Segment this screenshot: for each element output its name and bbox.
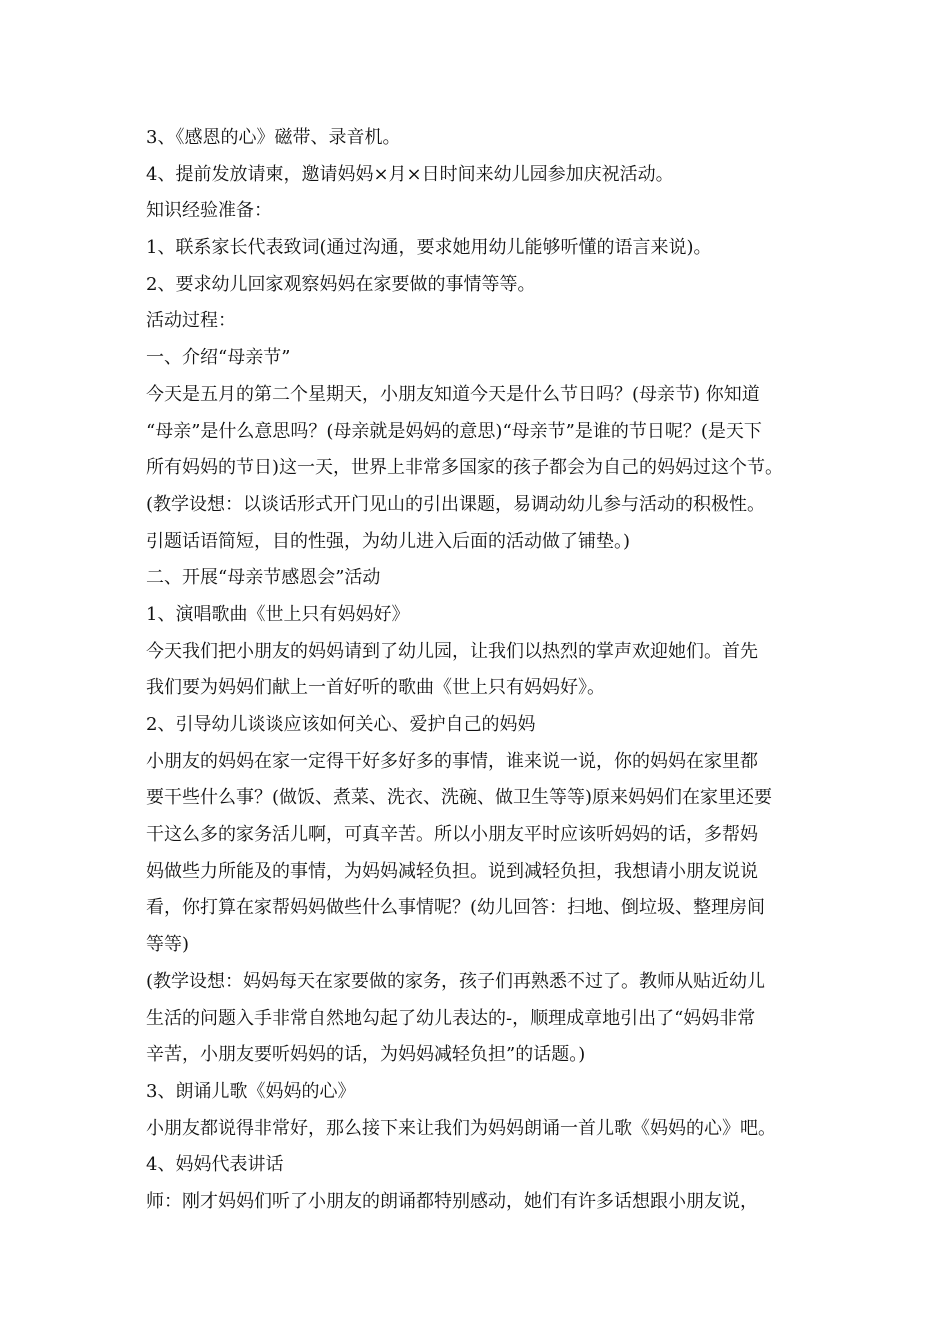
subsection-3-heading: 3、朗诵儿歌《妈妈的心》 xyxy=(146,1080,356,1102)
paragraph-line: 干这么多的家务活儿啊，可真辛苦。所以小朋友平时应该听妈妈的话，多帮妈 xyxy=(146,824,758,846)
paragraph-line: 等等) xyxy=(146,934,190,956)
paragraph-line: “母亲”是什么意思吗？(母亲就是妈妈的意思)“母亲节”是谁的节日呢？(是天下 xyxy=(146,420,762,442)
activity-process-heading: 活动过程： xyxy=(146,310,236,332)
section-2-heading: 二、开展“母亲节感恩会”活动 xyxy=(146,567,381,589)
paragraph-line: 小朋友的妈妈在家一定得干好多好多的事情，谁来说一说，你的妈妈在家里都 xyxy=(146,750,758,772)
teaching-note-line: 辛苦，小朋友要听妈妈的话，为妈妈减轻负担”的话题。) xyxy=(146,1044,586,1066)
teaching-note-line: 引题话语简短，目的性强，为幼儿进入后面的活动做了铺垫。) xyxy=(146,530,631,552)
paragraph-line: 所有妈妈的节日)这一天，世界上非常多国家的孩子都会为自己的妈妈过这个节。 xyxy=(146,457,784,479)
paragraph-line: 我们要为妈妈们献上一首好听的歌曲《世上只有妈妈好》。 xyxy=(146,677,605,699)
teaching-note-line: (教学设想：以谈话形式开门见山的引出课题，易调动幼儿参与活动的积极性。 xyxy=(146,493,766,515)
paragraph-line: 今天是五月的第二个星期天，小朋友知道今天是什么节日吗？(母亲节) 你知道 xyxy=(146,383,760,405)
paragraph-line: 妈做些力所能及的事情，为妈妈减轻负担。说到减轻负担，我想请小朋友说说 xyxy=(146,860,758,882)
materials-item-4: 4、提前发放请柬，邀请妈妈×月×日时间来幼儿园参加庆祝活动。 xyxy=(146,163,674,185)
section-1-heading: 一、介绍“母亲节” xyxy=(146,347,291,369)
subsection-4-heading: 4、妈妈代表讲话 xyxy=(146,1154,284,1176)
document-body xyxy=(146,120,811,1221)
paragraph-line: 师：刚才妈妈们听了小朋友的朗诵都特别感动，她们有许多话想跟小朋友说， xyxy=(146,1190,758,1212)
paragraph-line: 要干些什么事？(做饭、煮菜、洗衣、洗碗、做卫生等等)原来妈妈们在家里还要 xyxy=(146,787,773,809)
knowledge-prep-heading: 知识经验准备： xyxy=(146,200,272,222)
knowledge-prep-item-1: 1、联系家长代表致词(通过沟通，要求她用幼儿能够听懂的语言来说)。 xyxy=(146,237,712,259)
subsection-1-heading: 1、演唱歌曲《世上只有妈妈好》 xyxy=(146,603,410,625)
paragraph-line: 小朋友都说得非常好，那么接下来让我们为妈妈朗诵一首儿歌《妈妈的心》吧。 xyxy=(146,1117,776,1139)
paragraph-line: 看，你打算在家帮妈妈做些什么事情呢？(幼儿回答：扫地、倒垃圾、整理房间 xyxy=(146,897,766,919)
subsection-2-heading: 2、引导幼儿谈谈应该如何关心、爱护自己的妈妈 xyxy=(146,714,536,735)
paragraph-line: 今天我们把小朋友的妈妈请到了幼儿园，让我们以热烈的掌声欢迎她们。首先 xyxy=(146,640,758,662)
knowledge-prep-item-2: 2、要求幼儿回家观察妈妈在家要做的事情等等。 xyxy=(146,273,536,295)
teaching-note-line: (教学设想：妈妈每天在家要做的家务，孩子们再熟悉不过了。教师从贴近幼儿 xyxy=(146,970,766,992)
materials-item-3: 3、《感恩的心》磁带、录音机。 xyxy=(146,127,401,148)
teaching-note-line: 生活的问题入手非常自然地勾起了幼儿表达的-，顺理成章地引出了“妈妈非常 xyxy=(146,1007,756,1029)
